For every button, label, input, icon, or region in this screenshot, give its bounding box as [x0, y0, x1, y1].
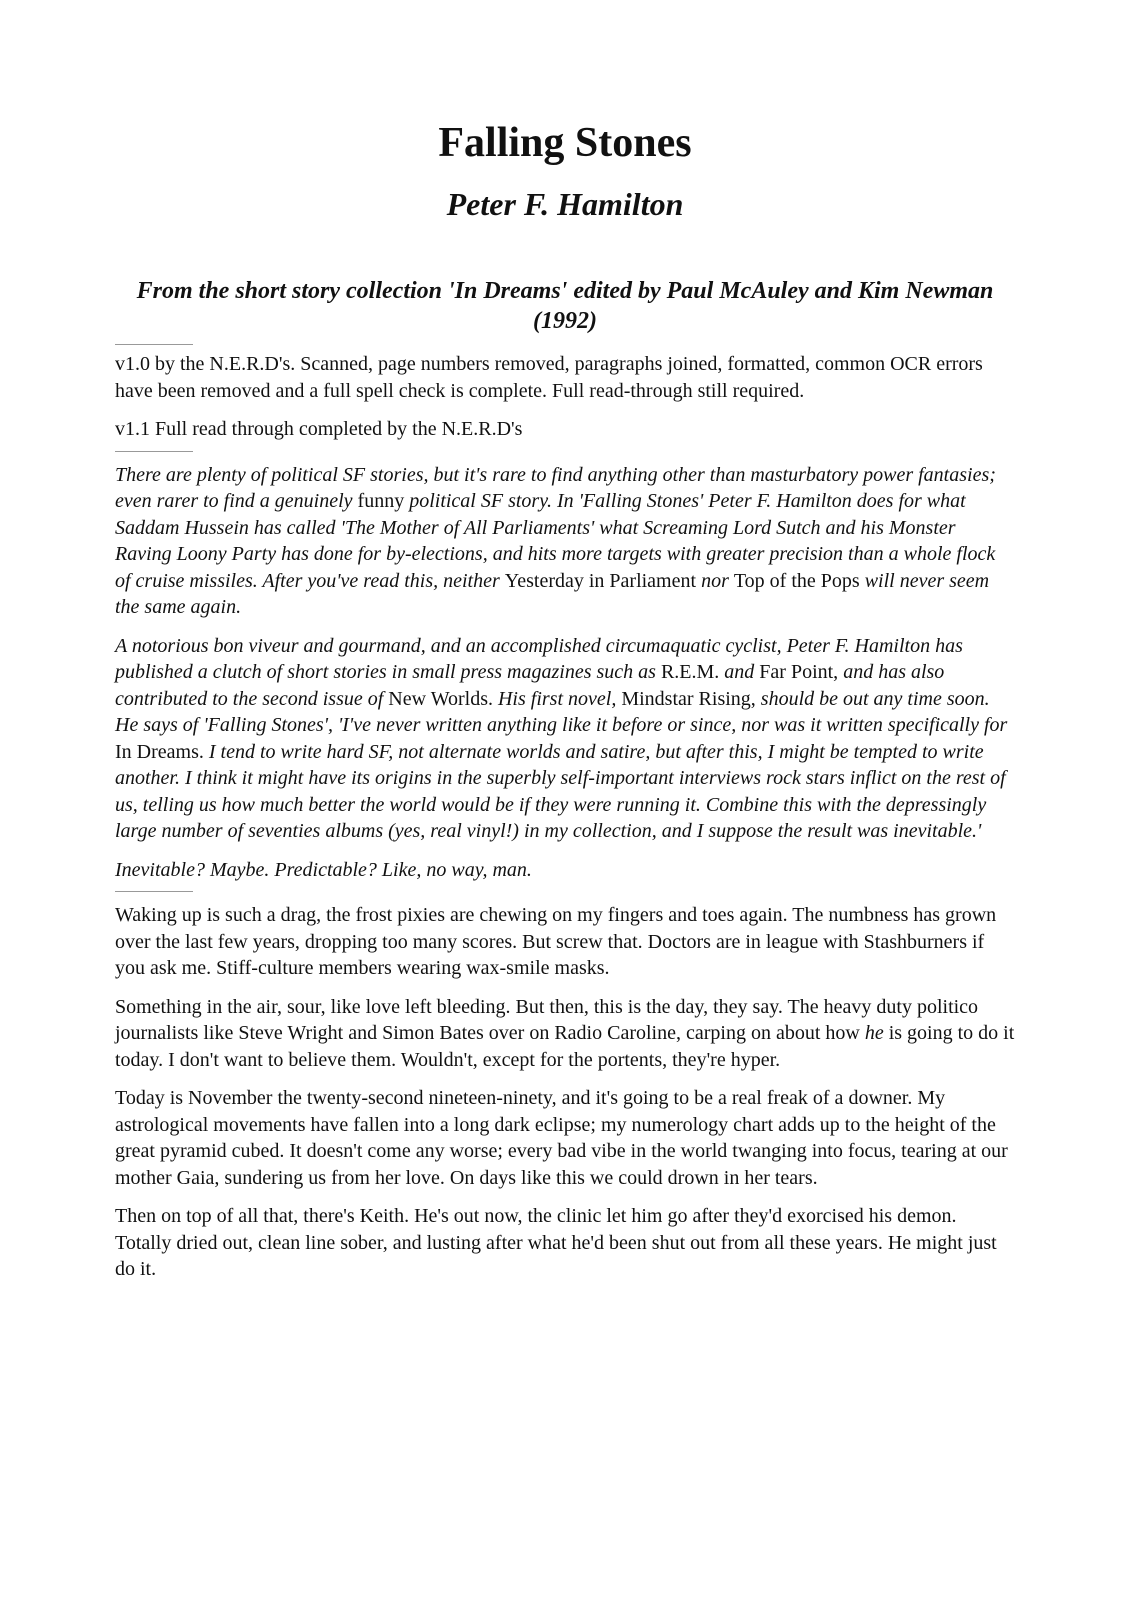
intro-paragraph: A notorious bon viveur and gourmand, and an accomplished circumaquatic cyclist, Peter F. Hamilton has published a clutch of short stories in small press magazines such as R.E.M. and Far Point, and has also contributed to the second issue of New Worlds. His first novel, Mindstar Rising, should be out any time soon. He says of 'Falling Stones', 'I've never written anything like it before or since, nor was it written specifically for In Dreams. I tend to write hard SF, not alternate worlds and satire, but after this, I might be tempted to write another. I think it might have its origins in the superbly self-important interviews rock stars inflict on the rest of us, telling us how much better the world would be if they were running it. Combine this with the depressingly large number of seventies albums (yes, real vinyl!) in my collection, and I suppose the result was inevitable.': [115, 634, 1008, 842]
section-divider: [115, 344, 193, 345]
editorial-introduction: [115, 462, 1015, 884]
story-paragraph: Then on top of all that, there's Keith. He's out now, the clinic let him go after they'd exorcised his demon. Totally dried out, clean line sober, and lusting after what he'd been shut out from all these years. He might just do it.: [115, 1205, 997, 1280]
story-paragraph: Waking up is such a drag, the frost pixies are chewing on my fingers and toes again. The numbness has grown over the last few years, dropping too many scores. But screw that. Doctors are in league with Stashburners if you ask me. Stiff-culture members wearing wax-smile masks.: [115, 904, 997, 979]
version-note: v1.1 Full read through completed by the N.E.R.D's: [115, 418, 523, 440]
version-notes: [115, 351, 1015, 443]
intro-paragraph: Inevitable? Maybe. Predictable? Like, no way, man.: [115, 858, 532, 881]
section-divider: [115, 891, 193, 892]
intro-paragraph: There are plenty of political SF stories, but it's rare to find anything other than masturbatory power fantasies; even rarer to find a genuinely funny political SF story. In 'Falling Stones' Peter F. Hamilton does for what Saddam Hussein has called 'The Mother of All Parliaments' what Screaming Lord Sutch and his Monster Raving Loony Party has done for by-elections, and hits more targets with greater precision than a whole flock of cruise missiles. After you've read this, neither Yesterday in Parliament nor Top of the Pops will never seem the same again.: [115, 463, 996, 618]
story-text: [115, 902, 1015, 1283]
section-divider: [115, 451, 193, 452]
source-note: From the short story collection 'In Dreams' edited by Paul McAuley and Kim Newman (1992): [136, 278, 994, 334]
document-title: Falling Stones: [438, 120, 692, 166]
document-page: [115, 0, 1015, 1283]
story-paragraph: Something in the air, sour, like love left bleeding. But then, this is the day, they say. The heavy duty politico journalists like Steve Wright and Simon Bates over on Radio Caroline, carping on about how he is going to do it today. I don't want to believe them. Wouldn't, except for the portents, they're hyper.: [115, 995, 1015, 1071]
story-paragraph: Today is November the twenty-second nineteen-ninety, and it's going to be a real freak of a downer. My astrological movements have fallen into a long dark eclipse; my numerology chart adds up to the height of the great pyramid cubed. It doesn't come any worse; every bad vibe in the world twanging into focus, tearing at our mother Gaia, sundering us from her love. On days like this we could drown in her tears.: [115, 1087, 1008, 1189]
author-name: Peter F. Hamilton: [446, 186, 684, 222]
version-note: v1.0 by the N.E.R.D's. Scanned, page numbers removed, paragraphs joined, formatted, common OCR errors have been removed and a full spell check is complete. Full read-through still required.: [115, 353, 983, 402]
